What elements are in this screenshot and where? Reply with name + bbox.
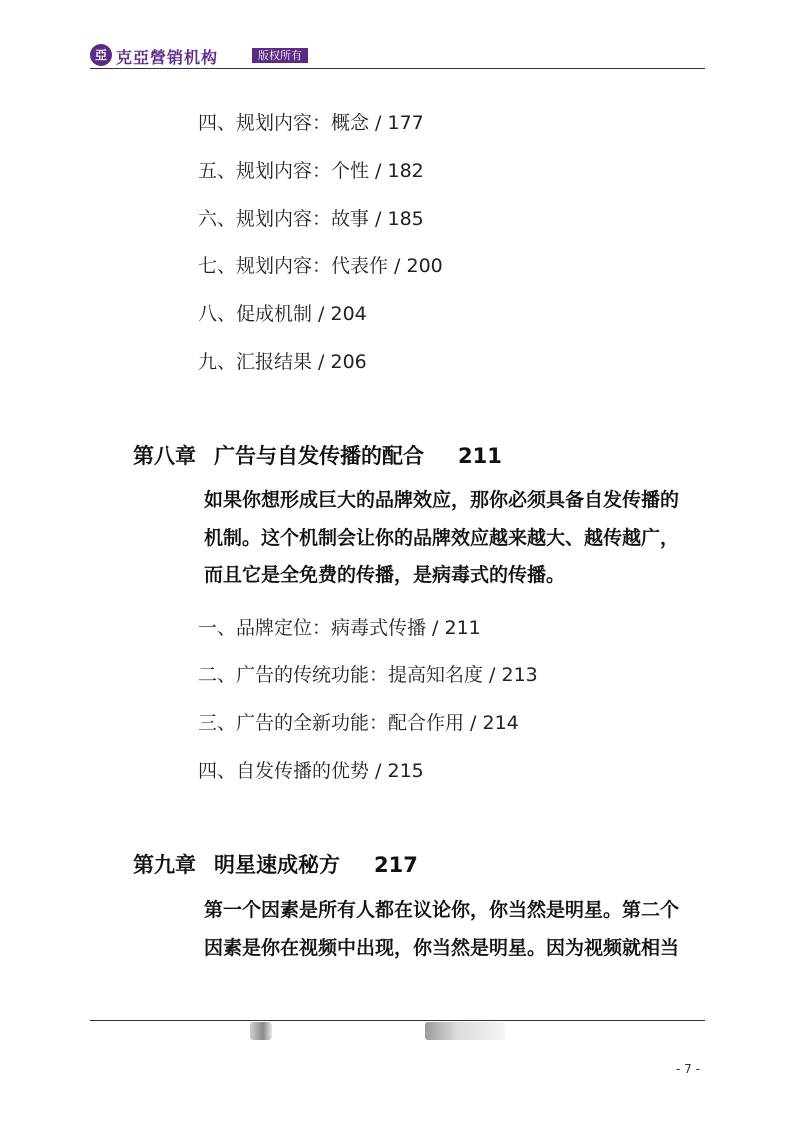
chapter-title: 明星速成秘方 bbox=[214, 853, 340, 877]
toc-item[interactable]: 三、广告的全新功能：配合作用 / 214 bbox=[198, 712, 519, 734]
chapter-summary-9 bbox=[204, 892, 704, 967]
brand-name: 克亞營销机构 bbox=[116, 48, 219, 67]
toc-item[interactable]: 四、规划内容：概念 / 177 bbox=[198, 112, 424, 134]
chapter-page: 217 bbox=[374, 853, 418, 877]
toc-item[interactable]: 七、规划内容：代表作 / 200 bbox=[198, 255, 443, 277]
copyright-tag: 版权所有 bbox=[252, 48, 308, 63]
chapter-heading-8[interactable] bbox=[133, 440, 502, 470]
chapter-number: 第九章 bbox=[133, 853, 196, 877]
toc-item[interactable]: 四、自发传播的优势 / 215 bbox=[198, 760, 424, 782]
summary-line: 机制。这个机制会让你的品牌效应越来越大、越传越广， bbox=[204, 526, 680, 549]
summary-line: 第一个因素是所有人都在议论你，你当然是明星。第二个 bbox=[204, 899, 680, 921]
chapter-heading-9[interactable] bbox=[133, 849, 418, 879]
summary-line: 如果你想形成巨大的品牌效应，那你必须具备自发传播的 bbox=[204, 489, 680, 511]
summary-line: 因素是你在视频中出现，你当然是明星。因为视频就相当 bbox=[204, 936, 680, 959]
brand-logo-icon: 亞 bbox=[90, 44, 112, 66]
header-divider bbox=[90, 68, 705, 69]
footer-divider bbox=[90, 1020, 705, 1021]
scan-smudge bbox=[425, 1022, 505, 1040]
scan-smudge bbox=[250, 1022, 272, 1040]
toc-item[interactable]: 八、促成机制 / 204 bbox=[198, 303, 367, 325]
toc-item[interactable]: 五、规划内容：个性 / 182 bbox=[198, 160, 424, 182]
toc-item[interactable]: 六、规划内容：故事 / 185 bbox=[198, 208, 424, 230]
toc-item[interactable]: 二、广告的传统功能：提高知名度 / 213 bbox=[198, 664, 538, 686]
chapter-summary-8 bbox=[204, 482, 704, 595]
page-header bbox=[90, 44, 705, 70]
summary-line: 而且它是全免费的传播，是病毒式的传播。 bbox=[204, 564, 566, 586]
chapter-page: 211 bbox=[458, 444, 502, 468]
toc-item[interactable]: 一、品牌定位：病毒式传播 / 211 bbox=[198, 617, 481, 639]
toc-item[interactable]: 九、汇报结果 / 206 bbox=[198, 351, 367, 373]
page-number: - 7 - bbox=[676, 1062, 700, 1076]
chapter-title: 广告与自发传播的配合 bbox=[214, 444, 424, 468]
chapter-number: 第八章 bbox=[133, 444, 196, 468]
